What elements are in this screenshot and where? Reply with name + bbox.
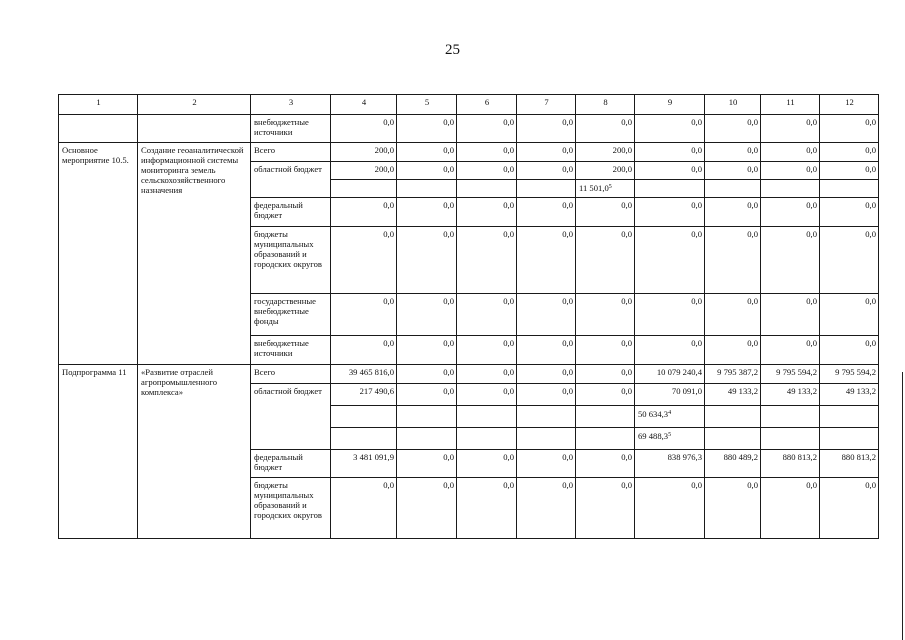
value-cell: 0,0 <box>457 478 517 539</box>
budget-table <box>58 94 879 539</box>
value-cell <box>705 180 761 198</box>
value-cell <box>457 180 517 198</box>
value-cell <box>331 428 397 450</box>
value-cell: 0,0 <box>635 143 705 162</box>
value-cell: 0,0 <box>761 143 820 162</box>
value-cell: 0,0 <box>761 162 820 180</box>
description-cell: Создание геоаналитической информационной системы мониторинга земель сельскохозяйственного назначения <box>138 143 251 365</box>
value-cell: 200,0 <box>576 162 635 180</box>
scan-edge-line <box>902 372 903 640</box>
page-number: 25 <box>445 42 460 58</box>
value-cell: 880 813,2 <box>761 450 820 478</box>
table-row <box>59 115 879 143</box>
value-cell: 0,0 <box>397 115 457 143</box>
value-cell <box>517 180 576 198</box>
value-cell: 49 133,2 <box>761 384 820 406</box>
value-cell: 0,0 <box>820 143 879 162</box>
footnote-marker: 5 <box>608 184 612 190</box>
footnote-marker: 5 <box>668 432 672 438</box>
source-cell: Всего <box>251 143 331 162</box>
source-cell: бюджеты муниципальных образований и городских округов <box>251 478 331 539</box>
value-cell: 0,0 <box>331 115 397 143</box>
value-cell <box>576 428 635 450</box>
description-cell: «Развитие отраслей агропромышленного комплекса» <box>138 365 251 539</box>
value-cell: 0,0 <box>331 227 397 294</box>
value-cell: 0,0 <box>517 365 576 384</box>
value-cell <box>761 406 820 428</box>
value-cell: 0,0 <box>331 336 397 365</box>
value-cell <box>397 406 457 428</box>
footnote-marker: 4 <box>668 410 672 416</box>
value-cell: 0,0 <box>397 227 457 294</box>
header-cell: 10 <box>705 95 761 115</box>
value-cell: 70 091,0 <box>635 384 705 406</box>
table-row <box>59 143 879 162</box>
value-cell: 0,0 <box>457 336 517 365</box>
value-cell: 0,0 <box>517 227 576 294</box>
value-cell: 0,0 <box>705 198 761 227</box>
value-cell: 0,0 <box>576 336 635 365</box>
source-cell: областной бюджет <box>251 162 331 198</box>
value-cell: 0,0 <box>517 162 576 180</box>
source-cell: федеральный бюджет <box>251 450 331 478</box>
value-cell: 0,0 <box>576 115 635 143</box>
value-cell: 0,0 <box>705 162 761 180</box>
value-cell: 0,0 <box>457 198 517 227</box>
value-cell: 0,0 <box>635 478 705 539</box>
value-cell: 0,0 <box>705 143 761 162</box>
value-cell: 10 079 240,4 <box>635 365 705 384</box>
value-cell: 49 133,2 <box>820 384 879 406</box>
activity-cell: Основное мероприятие 10.5. <box>59 143 138 365</box>
value-cell: 0,0 <box>397 450 457 478</box>
value-cell: 0,0 <box>635 115 705 143</box>
value-cell <box>457 406 517 428</box>
value-cell: 0,0 <box>517 450 576 478</box>
value-cell: 880 489,2 <box>705 450 761 478</box>
value-cell: 0,0 <box>635 294 705 336</box>
source-cell: областной бюджет <box>251 384 331 450</box>
footnote-value-cell <box>635 406 705 428</box>
value-cell: 0,0 <box>761 336 820 365</box>
value-cell: 0,0 <box>457 384 517 406</box>
value-cell: 200,0 <box>576 143 635 162</box>
value-cell <box>705 428 761 450</box>
value-cell: 0,0 <box>397 384 457 406</box>
header-cell: 12 <box>820 95 879 115</box>
value-cell: 0,0 <box>820 478 879 539</box>
value-cell <box>761 180 820 198</box>
source-cell: внебюджетные источники <box>251 336 331 365</box>
value-cell: 0,0 <box>397 478 457 539</box>
value-cell: 0,0 <box>331 294 397 336</box>
header-cell: 1 <box>59 95 138 115</box>
value-cell <box>820 428 879 450</box>
value-cell <box>705 406 761 428</box>
value-cell: 0,0 <box>820 162 879 180</box>
value-cell: 0,0 <box>457 162 517 180</box>
header-cell: 3 <box>251 95 331 115</box>
value-cell: 0,0 <box>517 198 576 227</box>
value-cell: 0,0 <box>761 478 820 539</box>
value-cell: 0,0 <box>576 227 635 294</box>
value-cell: 0,0 <box>517 336 576 365</box>
source-cell: внебюджетные источники <box>251 115 331 143</box>
footnote-value-cell <box>576 180 635 198</box>
header-cell: 7 <box>517 95 576 115</box>
value-cell: 880 813,2 <box>820 450 879 478</box>
value-cell: 0,0 <box>517 115 576 143</box>
value-cell: 9 795 594,2 <box>761 365 820 384</box>
value-cell <box>517 428 576 450</box>
value-cell: 0,0 <box>705 478 761 539</box>
header-cell: 8 <box>576 95 635 115</box>
value-cell: 0,0 <box>761 198 820 227</box>
source-cell: Всего <box>251 365 331 384</box>
value-cell: 0,0 <box>331 198 397 227</box>
value-cell: 0,0 <box>576 478 635 539</box>
value-cell: 200,0 <box>331 143 397 162</box>
value-cell <box>331 180 397 198</box>
value-cell: 0,0 <box>517 143 576 162</box>
value-cell: 0,0 <box>820 115 879 143</box>
value-cell: 0,0 <box>517 384 576 406</box>
value-cell: 49 133,2 <box>705 384 761 406</box>
table-row <box>59 365 879 384</box>
value-cell <box>457 428 517 450</box>
value-cell: 0,0 <box>576 198 635 227</box>
value-cell: 0,0 <box>457 227 517 294</box>
value-cell: 0,0 <box>705 227 761 294</box>
value-cell: 0,0 <box>397 198 457 227</box>
value-cell: 0,0 <box>820 294 879 336</box>
footnote-value: 69 488,3 <box>638 431 669 441</box>
header-cell: 9 <box>635 95 705 115</box>
value-cell: 0,0 <box>820 198 879 227</box>
value-cell <box>635 180 705 198</box>
value-cell: 0,0 <box>576 450 635 478</box>
value-cell <box>397 428 457 450</box>
header-cell: 6 <box>457 95 517 115</box>
value-cell: 0,0 <box>397 143 457 162</box>
value-cell: 9 795 387,2 <box>705 365 761 384</box>
value-cell: 0,0 <box>820 227 879 294</box>
value-cell <box>820 406 879 428</box>
value-cell <box>820 180 879 198</box>
header-cell: 4 <box>331 95 397 115</box>
value-cell: 0,0 <box>635 198 705 227</box>
header-cell: 2 <box>138 95 251 115</box>
value-cell: 217 490,6 <box>331 384 397 406</box>
value-cell: 9 795 594,2 <box>820 365 879 384</box>
value-cell: 0,0 <box>457 450 517 478</box>
value-cell: 0,0 <box>397 365 457 384</box>
value-cell: 3 481 091,9 <box>331 450 397 478</box>
value-cell: 0,0 <box>576 294 635 336</box>
activity-cell: Подпрограмма 11 <box>59 365 138 539</box>
value-cell: 0,0 <box>331 478 397 539</box>
value-cell: 0,0 <box>517 294 576 336</box>
value-cell: 0,0 <box>705 115 761 143</box>
value-cell: 0,0 <box>761 294 820 336</box>
footnote-value-cell <box>635 428 705 450</box>
value-cell: 0,0 <box>576 384 635 406</box>
value-cell: 0,0 <box>457 143 517 162</box>
header-row <box>59 95 879 115</box>
value-cell: 0,0 <box>635 162 705 180</box>
value-cell: 0,0 <box>705 294 761 336</box>
value-cell: 0,0 <box>397 162 457 180</box>
value-cell: 0,0 <box>457 294 517 336</box>
footnote-value: 50 634,3 <box>638 409 669 419</box>
value-cell: 0,0 <box>635 336 705 365</box>
value-cell: 0,0 <box>705 336 761 365</box>
value-cell: 0,0 <box>635 227 705 294</box>
value-cell: 0,0 <box>397 336 457 365</box>
value-cell: 39 465 816,0 <box>331 365 397 384</box>
source-cell: федеральный бюджет <box>251 198 331 227</box>
value-cell: 0,0 <box>576 365 635 384</box>
value-cell <box>576 406 635 428</box>
header-cell: 5 <box>397 95 457 115</box>
value-cell: 0,0 <box>457 115 517 143</box>
value-cell: 0,0 <box>761 227 820 294</box>
value-cell: 838 976,3 <box>635 450 705 478</box>
value-cell: 0,0 <box>517 478 576 539</box>
value-cell <box>397 180 457 198</box>
source-cell: бюджеты муниципальных образований и городских округов <box>251 227 331 294</box>
value-cell: 0,0 <box>820 336 879 365</box>
value-cell: 0,0 <box>397 294 457 336</box>
description-cell <box>138 115 251 143</box>
source-cell: государственные внебюджетные фонды <box>251 294 331 336</box>
value-cell <box>761 428 820 450</box>
value-cell <box>331 406 397 428</box>
value-cell: 0,0 <box>457 365 517 384</box>
value-cell: 200,0 <box>331 162 397 180</box>
value-cell <box>517 406 576 428</box>
value-cell: 0,0 <box>761 115 820 143</box>
footnote-value: 11 501,0 <box>579 183 609 193</box>
header-cell: 11 <box>761 95 820 115</box>
activity-cell <box>59 115 138 143</box>
